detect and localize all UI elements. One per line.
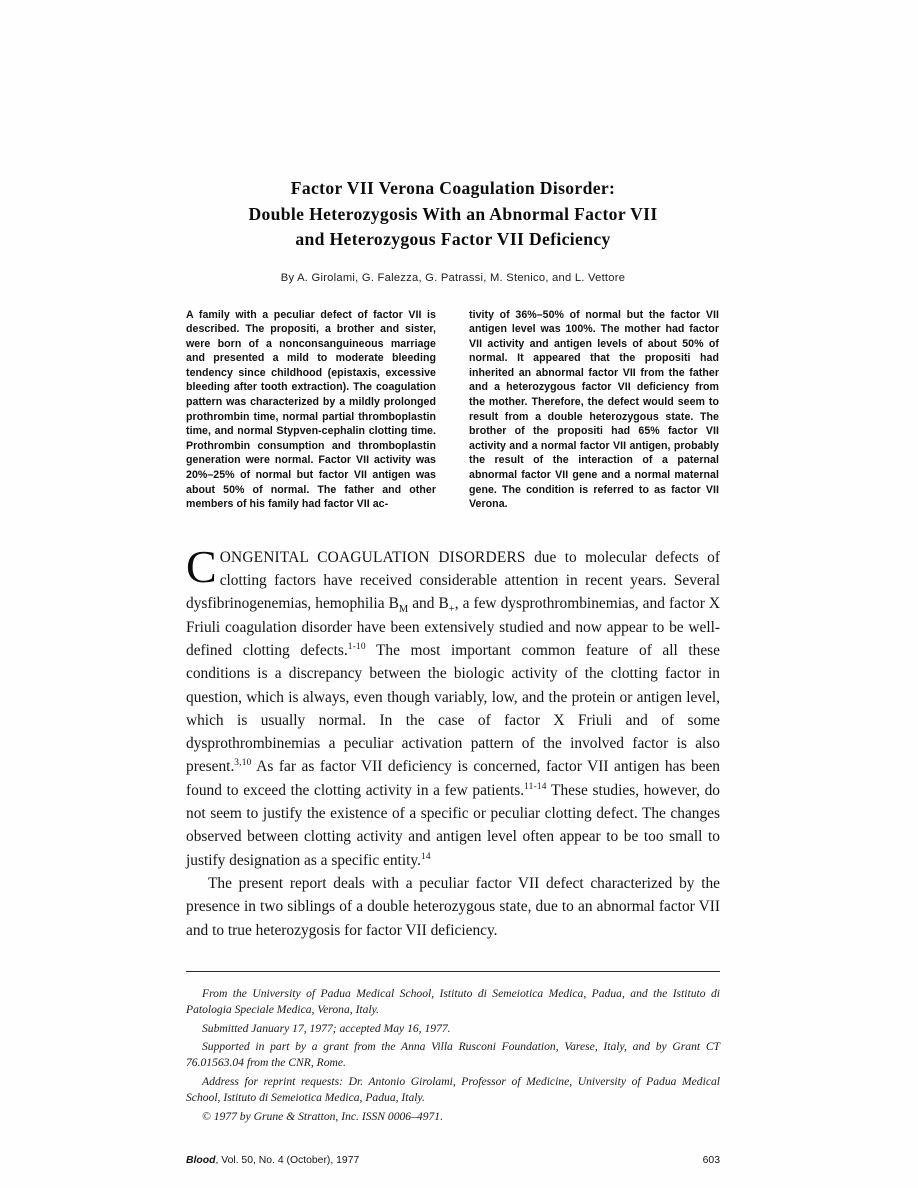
footnote-reprints: Address for reprint requests: Dr. Antonio Girolami, Professor of Medicine, University of Padua Medical School, Istituto di Semeiotica Medica, Padua, Italy. (186, 1074, 720, 1105)
subscript-bm: M (398, 604, 409, 616)
body-p1-run-1: due to molecular defects of clotting factors have received considerable attention in recent years. Several dysfibrinogenemias, hemophilia B (186, 548, 720, 613)
body-text (186, 540, 721, 942)
citation-ref-14: 14 (420, 851, 431, 862)
citation-ref-3-10: 3,10 (234, 758, 252, 769)
body-p1-run-6: These studies, however, do not seem to justify the existence of a specific or peculiar clotting defect. The changes observed between clotting activity and antigen level often appear to be too small to justify designation as a specific entity. (186, 781, 721, 869)
body-p1-run-2: and B (408, 595, 449, 613)
citation-ref-1-10: 1-10 (347, 641, 366, 652)
page-title-line-2: Double Heterozygosis With an Abnormal Factor VII (248, 203, 658, 224)
citation-ref-11-14: 11-14 (524, 781, 547, 792)
abstract-column-right: tivity of 36%–50% of normal but the factor VII antigen level was 100%. The mother had factor VII activity and antigen levels of about 50% of normal. It appeared that the propositi had inherited an abnormal factor VII from the father and a heterozygous factor VII deficiency from the mother. Therefore, the defect would seem to result from a double heterozygous state. The brother of the propositi had 65% factor VII activity and a normal factor VII antigen, probably the result of the interaction of a paternal abnormal factor VII gene and a normal maternal gene. The condition is referred to as factor VII Verona. (469, 308, 719, 511)
body-p1-run-3: , a few dysprothrombinemias, and factor X Friuli coagulation disorder have been extensively studied and now appear to be well-defined clotting defects. (186, 595, 720, 659)
body-p1-run-4: The most important common feature of all these conditions is a discrepancy between the biologic activity of the clotting factor in question, which is always, even though variably, low, and the protein or antigen level, which is usually normal. In the case of factor X Friuli and of some dysprothrombinemias a peculiar activation pattern of the involved factor is also present. (186, 642, 720, 776)
journal-citation (186, 1155, 359, 1166)
page-content (186, 0, 720, 1166)
opening-small-caps: ONGENITAL COAGULATION DISORDERS (219, 548, 526, 566)
drop-cap: C (186, 540, 217, 592)
subscript-bplus: + (448, 604, 455, 616)
body-paragraph-1 (186, 540, 721, 872)
body-paragraph-2: The present report deals with a peculiar factor VII defect characterized by the presence in two siblings of a double heterozygous state, due to an abnormal factor VII and to true heterozygosis for factor VII deficiency. (186, 874, 720, 939)
footnote-copyright: © 1977 by Grune & Stratton, Inc. ISSN 0006–4971. (202, 1109, 443, 1123)
footnote-support: Supported in part by a grant from the Anna Villa Rusconi Foundation, Varese, Italy, and by Grant CT 76.01563.04 from the CNR, Rome. (186, 1040, 720, 1070)
footnote-divider (186, 971, 720, 972)
page-number: 603 (702, 1155, 720, 1167)
page-title-line-1: Factor VII Verona Coagulation Disorder: (290, 178, 616, 198)
footnote-submitted: Submitted January 17, 1977; accepted May 16, 1977. (202, 1021, 451, 1035)
page-footer (186, 1155, 720, 1166)
abstract-column-left: A family with a peculiar defect of factor VII is described. The propositi, a brother and sister, were born of a nonconsanguineous marriage and presented a mild to moderate bleeding tendency since childhood (epistaxis, excessive bleeding after tooth extraction). The coagulation pattern was characterized by a mildly prolonged prothrombin time, normal partial thromboplastin time, and normal Stypven-cephalin clotting time. Prothrombin consumption and thromboplastin generation were normal. Factor VII activity was 20%–25% of normal but factor VII antigen was about 50% of normal. The father and other members of his family had factor VII ac- (186, 308, 436, 511)
page-title-line-3: and Heterozygous Factor VII Deficiency (295, 229, 611, 249)
author-byline: By A. Girolami, G. Falezza, G. Patrassi, M. Stenico, and L. Vettore (280, 271, 626, 284)
journal-title: Blood (186, 1155, 216, 1167)
footnote-affiliation: From the University of Padua Medical School, Istituto di Semeiotica Medica, Padua, and the Istituto di Patologia Speciale Medica, Verona, Italy. (186, 986, 720, 1017)
footnotes (186, 986, 720, 1125)
title-block (186, 176, 720, 284)
journal-volume-issue: , Vol. 50, No. 4 (October), 1977 (215, 1155, 360, 1167)
body-p1-run-5: As far as factor VII deficiency is concerned, factor VII antigen has been found to exceed the clotting activity in a few patients. (186, 758, 720, 799)
abstract (186, 308, 720, 512)
